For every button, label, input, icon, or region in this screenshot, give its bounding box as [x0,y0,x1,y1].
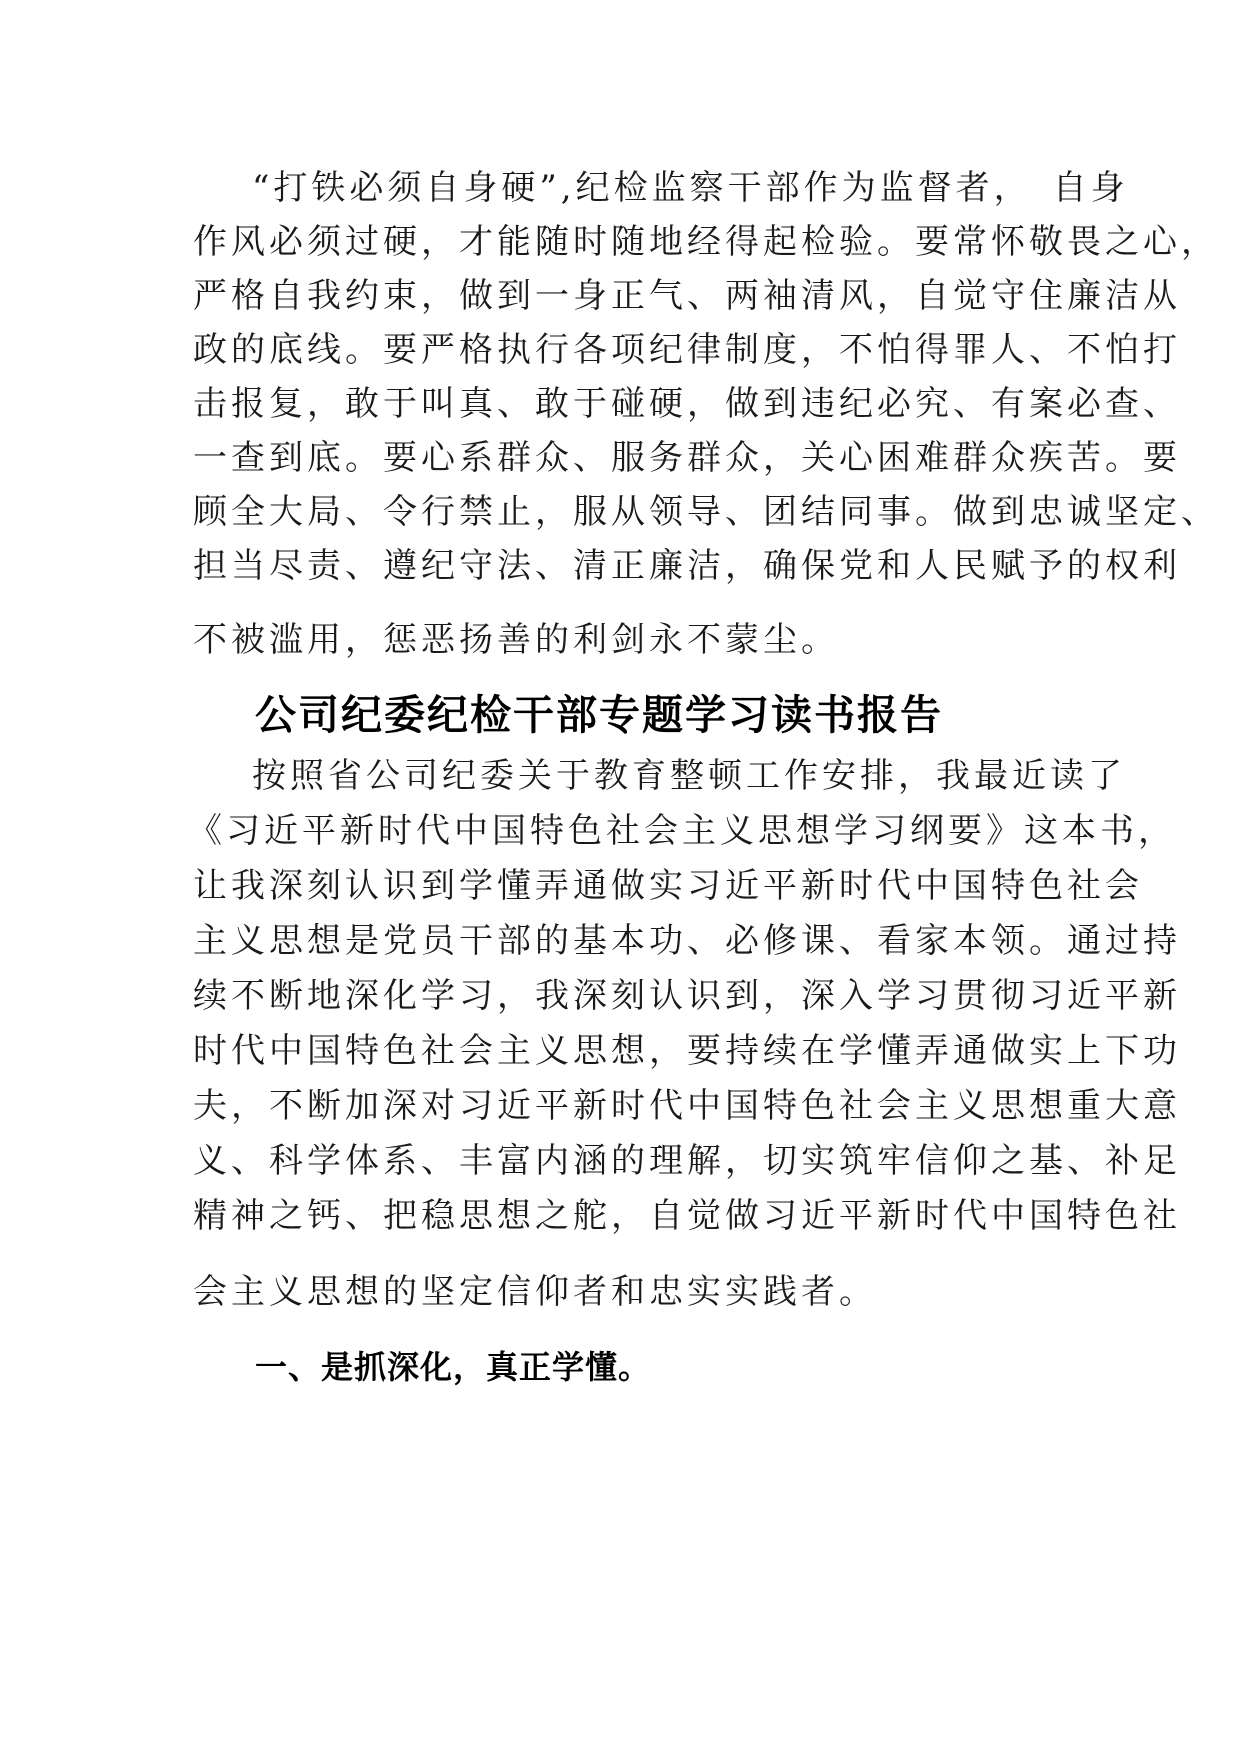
paragraph-line: 按照省公司纪委关于教育整顿工作安排，我最近读了 [252,756,1126,796]
paragraph-line: 政的底线。要严格执行各项纪律制度，不怕得罪人、不怕打 [193,330,1181,370]
paragraph-line: 担当尽责、遵纪守法、清正廉洁，确保党和人民赋予的权利 [193,546,1181,586]
paragraph-line: 续不断地深化学习，我深刻认识到，深入学习贯彻习近平新 [193,976,1181,1016]
section-heading: 一、是抓深化，真正学懂。 [255,1348,652,1386]
paragraph-line: 让我深刻认识到学懂弄通做实习近平新时代中国特色社会 [193,866,1143,906]
paragraph-line: 会主义思想的坚定信仰者和忠实实践者。 [193,1272,877,1312]
paragraph-line: 顾全大局、令行禁止，服从领导、团结同事。做到忠诚坚定、 [193,492,1219,532]
paragraph-line: 主义思想是党员干部的基本功、必修课、看家本领。通过持 [193,921,1181,961]
paragraph-line: 精神之钙、把稳思想之舵，自觉做习近平新时代中国特色社 [193,1196,1181,1236]
paragraph-line: “打铁必须自身硬”,纪检监察干部作为监督者， 自身 [252,168,1129,208]
paragraph-line: 《习近平新时代中国特色社会主义思想学习纲要》这本书， [188,811,1176,851]
paragraph-line: 一查到底。要心系群众、服务群众，关心困难群众疾苦。要 [193,438,1181,478]
paragraph-line: 严格自我约束，做到一身正气、两袖清风，自觉守住廉洁从 [193,276,1181,316]
paragraph-line: 作风必须过硬，才能随时随地经得起检验。要常怀敬畏之心， [193,222,1219,262]
paragraph-line: 击报复，敢于叫真、敢于碰硬，做到违纪必究、有案必查、 [193,384,1181,424]
document-title: 公司纪委纪检干部专题学习读书报告 [255,691,943,739]
paragraph-line: 时代中国特色社会主义思想，要持续在学懂弄通做实上下功 [193,1031,1181,1071]
paragraph-line: 不被滥用，惩恶扬善的利剑永不蒙尘。 [193,620,839,660]
paragraph-line: 夫，不断加深对习近平新时代中国特色社会主义思想重大意 [193,1086,1181,1126]
paragraph-line: 义、科学体系、丰富内涵的理解，切实筑牢信仰之基、补足 [193,1141,1181,1181]
